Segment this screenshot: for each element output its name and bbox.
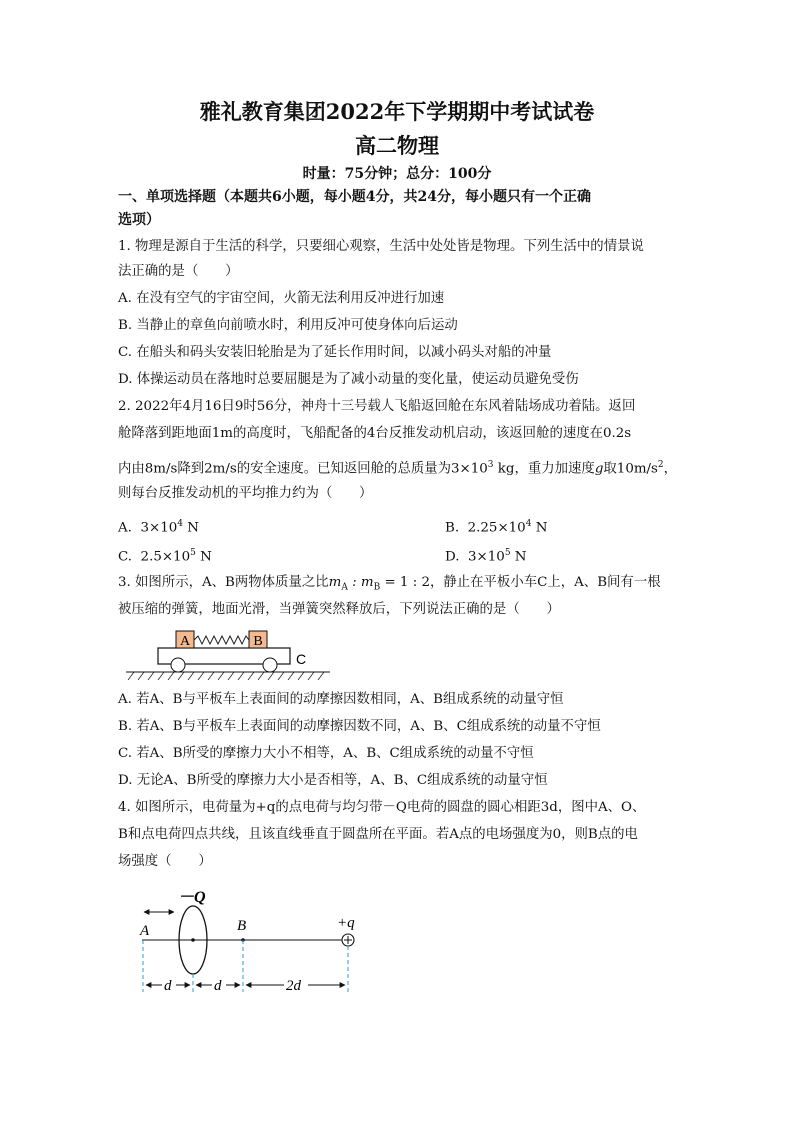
q2-stem-line1: 2. 2022年4月16日9时56分，神舟十三号载人飞船返回舱在东风着陆场成功着陆。返回 xyxy=(118,399,636,414)
q2-mass-unit: kg，重力加速度 xyxy=(493,461,595,477)
q2-option-a xyxy=(118,514,199,538)
q1-stem-line1: 1. 物理是源自于生活的科学，只要细心观察，生活中处处皆是物理。下列生活中的情景说 xyxy=(118,239,644,254)
q2-option-b xyxy=(445,514,547,538)
q2-option-a-value: 3×10 xyxy=(140,520,178,536)
q2-option-c-value: 2.5×10 xyxy=(140,549,191,565)
q2-g-value: 取10m/s xyxy=(603,461,658,477)
q3-stem-line2: 被压缩的弹簧，地面光滑，当弹簧突然释放后，下列说法正确的是（ ） xyxy=(118,602,560,617)
q2-option-c-unit: N xyxy=(195,549,212,565)
q2-option-d-exp: 5 xyxy=(504,548,511,558)
charged-disk-figure xyxy=(130,880,380,1000)
q2-option-a-unit: N xyxy=(182,520,199,536)
q2-option-a-exp: 4 xyxy=(177,519,183,529)
block-b-label: B xyxy=(253,634,263,649)
point-charge-label: +q xyxy=(337,915,355,931)
ground-hatch xyxy=(128,672,324,680)
center-point-o xyxy=(191,938,195,942)
q3-stem-line1 xyxy=(118,573,678,598)
q2-option-b-label: B. xyxy=(445,520,460,536)
q3-ratio-sub-b: B xyxy=(373,582,381,593)
point-a-label: A xyxy=(140,923,150,939)
wheel-left xyxy=(171,658,185,672)
q1-option-d: D. 体操运动员在落地时总要屈腿是为了减小动量的变化量，使运动员避免受伤 xyxy=(118,372,579,387)
q2-option-c-exp: 5 xyxy=(190,548,196,558)
q2-stem-line3 xyxy=(118,455,678,479)
exam-title: 雅礼教育集团2022年下学期期中考试试卷 xyxy=(199,99,595,124)
q2-option-b-unit: N xyxy=(531,520,548,536)
cart-label: C xyxy=(296,651,307,667)
q3-option-a: A. 若A、B与平板车上表面间的动摩擦因数相同，A、B组成系统的动量守恒 xyxy=(118,692,564,707)
dimension-2d-label: 2d xyxy=(286,978,301,994)
q1-option-a: A. 在没有空气的宇宙空间，火箭无法利用反冲进行加速 xyxy=(118,291,445,306)
q3-stem-text: 3. 如图所示，A、B两物体质量之比 xyxy=(118,575,329,590)
q3-stem-text-2: ，静止在平板小车C上，A、B间有一根 xyxy=(429,575,661,590)
q2-option-c xyxy=(118,543,212,567)
spring xyxy=(194,636,249,644)
disk-charge-label: －Q xyxy=(178,889,206,906)
q4-stem-line2: B和点电荷四点共线，且该直线垂直于圆盘所在平面。若A点的电场强度为0，则B点的电 xyxy=(118,827,638,842)
q2-g-symbol: g xyxy=(594,461,604,477)
section-heading-2: 选项） xyxy=(118,212,160,228)
cart-spring-figure xyxy=(118,624,358,680)
q1-option-c: C. 在船头和码头安装旧轮胎是为了延长作用时间，以减小码头对船的冲量 xyxy=(118,345,552,360)
q2-option-b-exp: 4 xyxy=(525,519,532,529)
subject-title: 高二物理 xyxy=(355,133,439,158)
exam-meta: 时量：75分钟；总分：100分 xyxy=(302,166,492,182)
q2-option-a-label: A. xyxy=(118,520,132,536)
q2-option-b-value: 2.25×10 xyxy=(467,520,526,536)
q2-stem-line2: 舱降落到距地面1m的高度时，飞船配备的4台反推发动机启动，该返回舱的速度在0.2s xyxy=(118,426,632,441)
point-b-label: B xyxy=(237,918,247,934)
q2-option-d xyxy=(445,543,527,567)
q1-option-b: B. 当静止的章鱼向前喷水时，利用反冲可使身体向后运动 xyxy=(118,318,458,333)
q1-stem-line2: 法正确的是（ ） xyxy=(118,264,239,279)
section-heading-1: 一、单项选择题（本题共6小题，每小题4分，共24分，每小题只有一个正确 xyxy=(118,189,591,205)
q2-stem-line3-text: 内由8m/s降到2m/s的安全速度。已知返回舱的总质量为 xyxy=(118,461,452,477)
q2-g-exp: 2 xyxy=(657,460,664,470)
q2-option-c-label: C. xyxy=(118,549,133,565)
q4-stem-line1: 4. 如图所示，电荷量为+q的点电荷与均匀带－Q电荷的圆盘的圆心相距3d，图中A、O、 xyxy=(118,800,646,815)
q3-ratio-sub-a: A xyxy=(341,582,348,593)
q2-option-d-unit: N xyxy=(510,549,527,565)
q3-option-c: C. 若A、B所受的摩擦力大小不相等，A、B、C组成系统的动量不守恒 xyxy=(118,746,534,761)
q2-mass-exp: 3 xyxy=(487,460,494,470)
dimension-d2-label: d xyxy=(214,978,222,994)
q4-stem-line3: 场强度（ ） xyxy=(118,854,212,869)
q3-ratio-m2: : m xyxy=(347,575,374,590)
q2-comma: ， xyxy=(663,461,678,477)
wheel-right xyxy=(263,658,277,672)
q2-option-d-label: D. xyxy=(445,549,460,565)
q3-option-d: D. 无论A、B所受的摩擦力大小是否相等，A、B、C组成系统的动量守恒 xyxy=(118,773,548,788)
block-a-label: A xyxy=(179,634,191,649)
q2-mass-value: 3×10 xyxy=(451,461,488,477)
dimension-d1-label: d xyxy=(164,978,172,994)
q3-option-b: B. 若A、B与平板车上表面间的动摩擦因数不同，A、B、C组成系统的动量不守恒 xyxy=(118,719,601,734)
q3-ratio-m: m xyxy=(328,575,342,590)
q3-ratio-value: = 1 : 2 xyxy=(380,575,430,590)
q2-stem-line4: 则每台反推发动机的平均推力约为（ ） xyxy=(118,486,373,501)
q2-option-d-value: 3×10 xyxy=(468,549,505,565)
